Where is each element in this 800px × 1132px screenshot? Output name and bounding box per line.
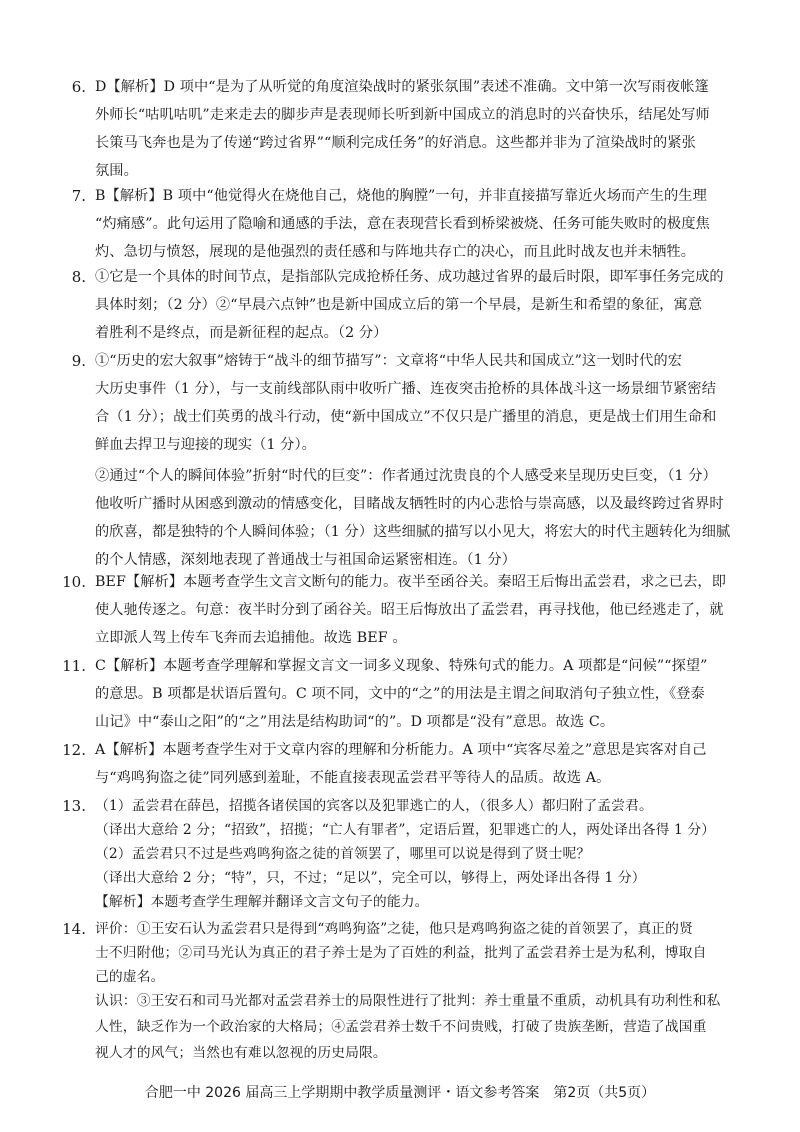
text-line: 使人驰传逐之。句意：夜半时分到了函谷关。昭王后悔放出了孟尝君，再寻找他，他已经逃走了，就 <box>95 602 724 618</box>
text-line: 立即派人驾上传车飞奔而去追捕他。故选 BEF 。 <box>95 630 407 646</box>
item-number: 8. <box>71 268 86 286</box>
text-line: 具体时刻；（2 分）②“早晨六点钟”也是新中国成立后的第一个早晨，是新生和希望的象征，寓意 <box>95 297 703 313</box>
text-line: 鲜血去捍卫与迎接的现实（1 分）。 <box>95 437 316 453</box>
text-line: 山记》中“泰山之阳”的“之”用法是结构助词“的”。D 项都是“没有”意思。故选 C。 <box>95 714 615 730</box>
text-line: （译出大意给 2 分；“特”，只，不过；“足以”，完全可以，够得上，两处译出各得 1 分） <box>95 870 646 886</box>
item-number: 9. <box>71 352 86 370</box>
text-line: C【解析】本题考查学理解和掌握文言文一词多义现象、特殊句式的能力。A 项都是“问候”“探望” <box>95 658 708 674</box>
text-line: 己的虚名。 <box>95 969 165 985</box>
text-line: 【解析】本题考查学生理解并翻译文言文句子的能力。 <box>95 894 429 910</box>
item-number: 7. <box>71 187 86 205</box>
text-line: 士不归附他；②司马光认为真正的君子养士是为了百姓的利益，批判了孟尝君养士是为私利，博取自 <box>95 945 707 961</box>
text-line: 评价：①王安石认为孟尝君只是得到“鸡鸣狗盗”之徒，他只是鸡鸣狗盗之徒的首领罢了，真正的贤 <box>95 921 693 937</box>
text-line: 他收听广播时从困惑到激动的情感变化，目睹战友牺牲时的内心悲恰与崇高感，以及最终跨过省界时 <box>95 496 724 512</box>
item-number: 11. <box>62 657 86 675</box>
page-footer: 合肥一中 2026 届高三上学期期中教学质量测评・语文参考答案 第2页（共5页） <box>144 1085 656 1101</box>
text-line: 的个人情感，深刻地表现了普通战士与祖国命运紧密相连。（1 分） <box>95 552 516 568</box>
text-line: D【解析】D 项中“是为了从听觉的角度渲染战时的紧张氛围”表述不准确。文中第一次写雨夜帐篷 <box>95 79 709 95</box>
item-number: 6. <box>71 78 86 96</box>
item-number: 12. <box>62 741 86 759</box>
text-line: 着胜利不是终点，而是新征程的起点。（2 分） <box>95 325 388 341</box>
text-line: 合（1 分）；战士们英勇的战斗行动，使“新中国成立”不仅只是广播里的消息，更是战士们用生命和 <box>95 409 717 425</box>
text-line: 的意思。B 项都是状语后置句。C 项不同，文中的“之”的用法是主谓之间取消句子独立性，《登泰 <box>95 686 705 702</box>
text-line: 的欣喜，都是独特的个人瞬间体验；（1 分）这些细腻的描写以小见大，将宏大的时代主题转化为细腻 <box>95 524 731 540</box>
text-line: 长策马飞奔也是为了传递“跨过省界”“顺利完成任务”的好消息。这些都并非为了渲染战时的紧张 <box>95 135 696 151</box>
text-line: 灼、急切与愤怒，展现的是他强烈的责任感和与阵地共存亡的决心，而且此时战友也并未牺牲。 <box>95 244 696 260</box>
text-line: ②通过“个人的瞬间体验”折射“时代的巨变”：作者通过沈贵良的个人感受来呈现历史巨变，（1 分） <box>95 468 717 484</box>
text-line: ①它是一个具体的时间节点，是指部队完成抢桥任务、成功越过省界的最后时限，即军事任务完成的 <box>95 269 724 285</box>
item-number: 13. <box>62 797 86 815</box>
text-line: 认识：③王安石和司马光都对孟尝君养士的局限性进行了批判：养士重量不重质，动机具有功利性和私 <box>95 993 721 1009</box>
text-line: （1）孟尝君在薛邑，招揽各诸侯国的宾客以及犯罪逃亡的人，（很多人）都归附了孟尝君。 <box>95 798 653 814</box>
text-line: （译出大意给 2 分；“招致”，招揽；“亡人有罪者”，定语后置，犯罪逃亡的人，两处译出各得 1 分） <box>95 822 716 838</box>
text-line: 视人才的风气；当然也有难以忽视的历史局限。 <box>95 1045 387 1061</box>
text-line: B【解析】B 项中“他觉得火在烧他自己，烧他的胸膛”一句，并非直接描写靠近火场而产生的生理 <box>95 188 707 204</box>
text-line: 人性，缺乏作为一个政治家的大格局；④孟尝君养士数千不问贵贱，打破了贵族垄断，营造了战国重 <box>95 1019 707 1035</box>
item-number: 14. <box>62 920 86 938</box>
text-line: ①“历史的宏大叙事”熔铸于“战斗的细节描写”：文章将“中华人民共和国成立”这一划时代的宏 <box>95 353 683 369</box>
text-line: （2）孟尝君只不过是些鸡鸣狗盗之徒的首领罢了，哪里可以说是得到了贤士呢？ <box>95 846 591 862</box>
text-line: “灼痛感”。此句运用了隐喻和通感的手法，意在表现营长看到桥梁被烧、任务可能失败时的极度焦 <box>95 216 710 232</box>
text-line: 大历史事件（1 分），与一支前线部队雨中收听广播、连夜突击抢桥的具体战斗这一场景细节紧密结 <box>95 381 717 397</box>
text-line: BEF【解析】本题考查学生文言文断句的能力。夜半至函谷关。秦昭王后悔出孟尝君，求之已去，即 <box>95 574 727 590</box>
text-line: 氛围。 <box>95 163 138 179</box>
text-line: 外师长“咕叽咕叽”走来走去的脚步声是表现师长听到新中国成立的消息时的兴奋快乐，结尾处写师 <box>95 107 710 123</box>
text-line: A【解析】本题考查学生对于文章内容的理解和分析能力。A 项中“宾客尽羞之”意思是宾客对自己 <box>95 742 707 758</box>
item-number: 10. <box>62 573 86 591</box>
text-line: 与“鸡鸣狗盗之徒”同列感到羞耻，不能直接表现孟尝君平等待人的品质。故选 A。 <box>95 770 611 786</box>
